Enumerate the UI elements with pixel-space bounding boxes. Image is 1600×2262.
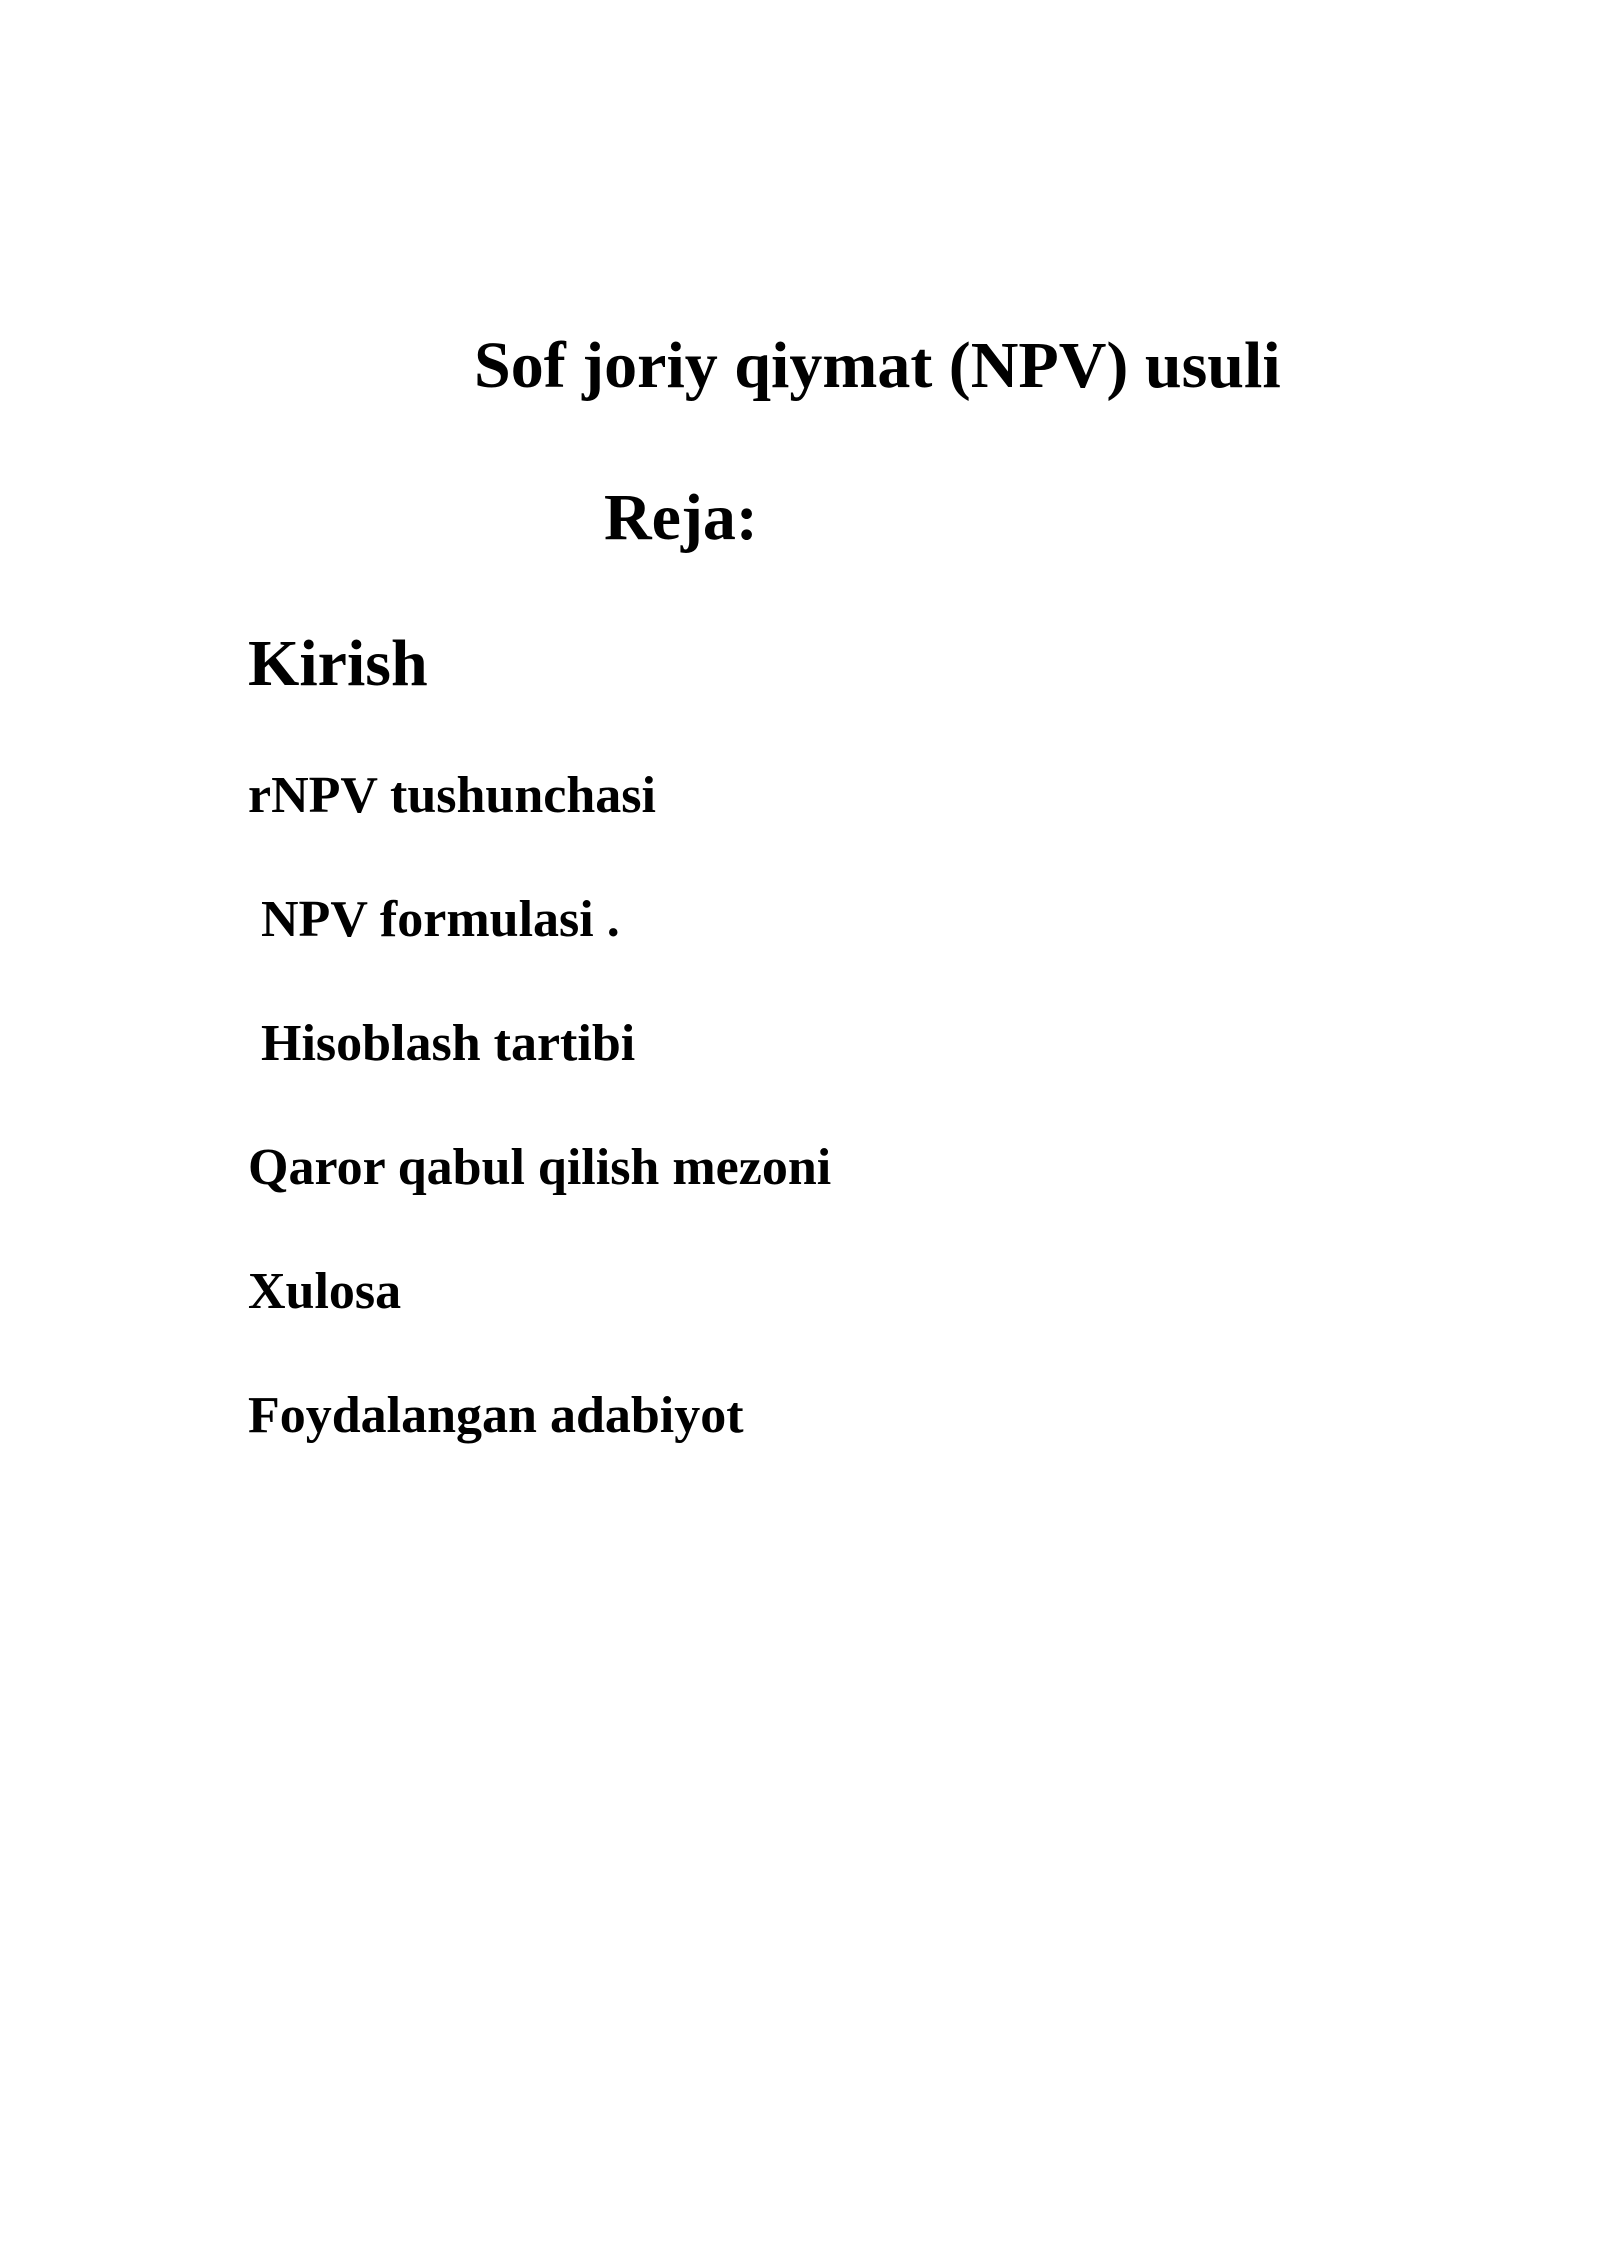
plan-heading: Reja: (604, 481, 758, 554)
plan-item-introduction: Kirish (248, 627, 428, 700)
plan-item-references: Foydalangan adabiyot (248, 1387, 744, 1444)
plan-item-rnpv-concept: rNPV tushunchasi (248, 767, 656, 824)
plan-item-conclusion: Xulosa (248, 1263, 402, 1320)
plan-item-calculation-order: Hisoblash tartibi (248, 1015, 636, 1072)
plan-item-decision-criterion: Qaror qabul qilish mezoni (248, 1139, 832, 1196)
document-title: Sof joriy qiymat (NPV) usuli (474, 329, 1281, 402)
plan-item-npv-formula: NPV formulasi . (248, 891, 620, 948)
